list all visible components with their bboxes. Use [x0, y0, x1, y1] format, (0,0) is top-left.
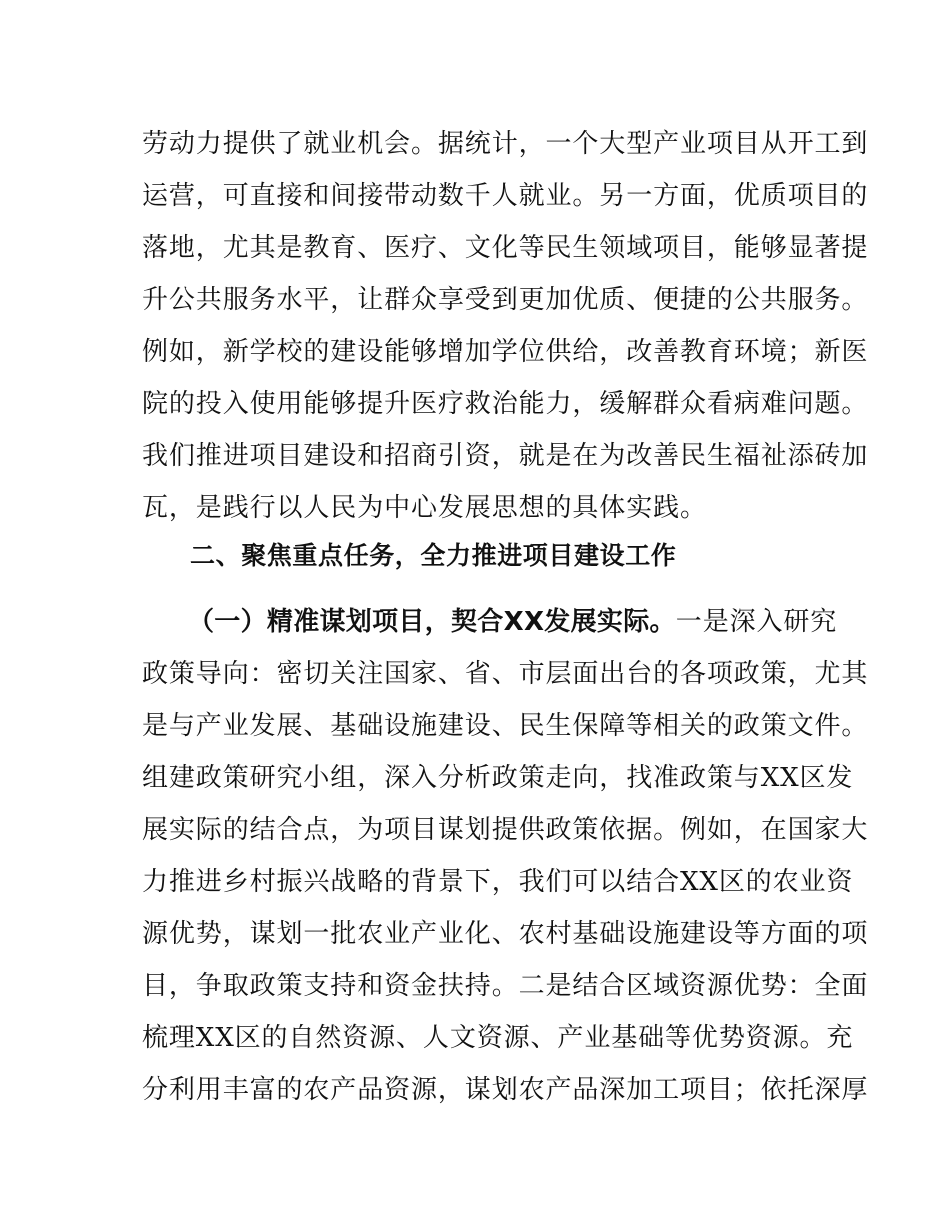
- text-fragment: 一是深入研究: [675, 607, 838, 637]
- text-line: 落地，尤其是教育、医疗、文化等民生领域项目，能够显著提: [142, 233, 869, 263]
- text-line: 源优势，谋划一批农业产业化、农村基础设施建设等方面的项: [142, 919, 869, 949]
- section-heading: 二、聚焦重点任务，全力推进项目建设工作: [190, 541, 677, 570]
- text-line: 展实际的结合点，为项目谋划提供政策依据。例如，在国家大: [142, 815, 869, 845]
- text-line: 例如，新学校的建设能够增加学位供给，改善教育环境；新医: [142, 337, 869, 367]
- text-line: 升公共服务水平，让群众享受到更加优质、便捷的公共服务。: [142, 285, 869, 315]
- text-line: 瓦，是践行以人民为中心发展思想的具体实践。: [142, 493, 707, 523]
- text-line: 分利用丰富的农产品资源，谋划农产品深加工项目；依托深厚: [142, 1075, 869, 1105]
- text-line: 力推进乡村振兴战略的背景下，我们可以结合XX区的农业资: [142, 867, 854, 897]
- text-line: 梳理XX区的自然资源、人文资源、产业基础等优势资源。充: [142, 1023, 854, 1053]
- text-line: 劳动力提供了就业机会。据统计，一个大型产业项目从开工到: [142, 129, 869, 159]
- text-line-first: [142, 596, 838, 648]
- text-line: 组建政策研究小组，深入分析政策走向，找准政策与XX区发: [142, 763, 854, 793]
- text-line: 院的投入使用能够提升医疗救治能力，缓解群众看病难问题。: [142, 389, 869, 419]
- subsection-title: （一）精准谋划项目，契合XX发展实际。: [188, 607, 676, 637]
- text-line: 运营，可直接和间接带动数千人就业。另一方面，优质项目的: [142, 181, 869, 211]
- text-line: 是与产业发展、基础设施建设、民生保障等相关的政策文件。: [142, 711, 869, 741]
- body-paragraph-project-planning: [142, 596, 869, 1116]
- text-line: 我们推进项目建设和招商引资，就是在为改善民生福祉添砖加: [142, 441, 869, 471]
- text-line: 政策导向：密切关注国家、省、市层面出台的各项政策，尤其: [142, 659, 869, 689]
- body-paragraph-employment: [142, 118, 869, 534]
- text-line: 目，争取政策支持和资金扶持。二是结合区域资源优势：全面: [142, 971, 869, 1001]
